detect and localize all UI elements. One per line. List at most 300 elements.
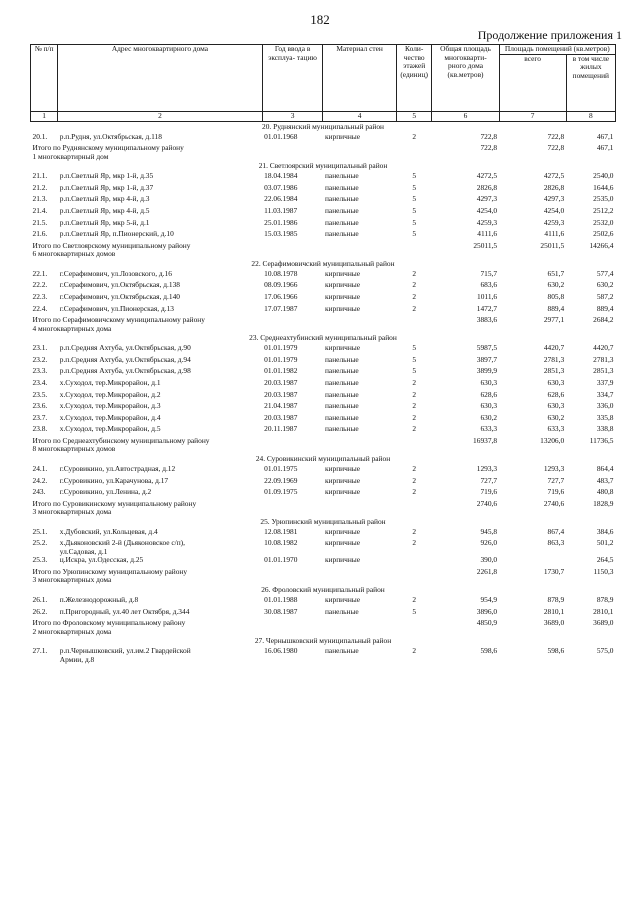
row-number: 23.6. xyxy=(32,401,48,411)
row-walls: кирпичные xyxy=(324,291,361,301)
row-walls: панельные xyxy=(324,182,359,192)
row-area-all: 722,8 xyxy=(547,131,565,141)
row-year: 21.04.1987 xyxy=(264,401,298,411)
total-area-sum: 2261,8 xyxy=(476,566,498,576)
row-floors: 2 xyxy=(412,475,417,485)
row-area-all: 4259,3 xyxy=(543,217,565,227)
total-label-line: 2 многоквартирных дома xyxy=(32,626,112,636)
row-walls: панельные xyxy=(324,424,359,434)
row-walls: панельные xyxy=(324,194,359,204)
col-index: 4 xyxy=(323,111,396,121)
row-number: 22.1. xyxy=(32,268,48,278)
row-area-living: 2781,3 xyxy=(593,354,614,364)
row-walls: панельные xyxy=(324,366,359,376)
row-area-living: 2512,2 xyxy=(593,205,614,215)
row-total-area: 727,7 xyxy=(480,475,498,485)
address-line: х.Суходол, тер.Микрорайон, д.5 xyxy=(59,424,161,434)
table-row xyxy=(31,172,616,184)
row-area-living: 575,0 xyxy=(596,646,614,656)
table-row xyxy=(31,596,616,608)
row-area-living: 878,9 xyxy=(596,594,614,604)
row-area-living: 384,6 xyxy=(596,526,614,536)
address-line: р.п.Светлый Яр, мкр 5-й, д.1 xyxy=(59,217,150,227)
row-year: 03.07.1986 xyxy=(264,182,298,192)
row-floors: 5 xyxy=(412,343,417,353)
district-title: 26. Фроловский муниципальный район xyxy=(261,584,385,594)
row-year: 16.06.1980 xyxy=(264,646,298,656)
row-area-living: 336,0 xyxy=(596,401,614,411)
row-floors: 5 xyxy=(412,182,417,192)
total-area-sum: 722,8 xyxy=(480,143,498,153)
row-number: 27.1. xyxy=(32,646,48,656)
total-label-line: 6 многоквартирных домов xyxy=(32,249,116,259)
total-living-sum: 1150,3 xyxy=(593,566,614,576)
row-number: 22.4. xyxy=(32,303,48,313)
address-line: г.Серафимович, ул.Лозовского, д.16 xyxy=(59,268,172,278)
row-area-all: 4111,6 xyxy=(544,229,565,239)
col-walls-header: Материал стен xyxy=(323,45,396,112)
row-year: 01.01.1968 xyxy=(264,131,298,141)
row-floors: 5 xyxy=(412,171,417,181)
row-number: 21.1. xyxy=(32,171,48,181)
row-total-area: 683,6 xyxy=(480,280,498,290)
row-area-all: 630,2 xyxy=(547,412,565,422)
row-area-living: 587,2 xyxy=(596,291,614,301)
row-area-all: 4272,5 xyxy=(543,171,565,181)
col-premises-header: Площадь помещений (кв.метров) xyxy=(499,45,615,55)
total-label-line: Итого по Суровикинскому муниципальному району xyxy=(32,498,197,508)
row-area-living: 334,7 xyxy=(596,389,614,399)
row-area-living: 338,8 xyxy=(596,424,614,434)
row-floors: 5 xyxy=(412,194,417,204)
total-all-sum: 13206,0 xyxy=(540,435,565,445)
row-number: 21.2. xyxy=(32,182,48,192)
row-number: 243. xyxy=(32,487,46,497)
address-line: р.п.Светлый Яр, мкр 1-й, д.37 xyxy=(59,182,154,192)
address-line: г.Серафимович, ул.Пионерская, д.13 xyxy=(59,303,175,313)
total-area-sum: 25011,5 xyxy=(473,240,498,250)
row-area-living: 2502,6 xyxy=(593,229,614,239)
table-row xyxy=(31,402,616,414)
continuation-caption: Продолжение приложения 1 xyxy=(477,28,622,42)
row-number: 25.3. xyxy=(32,555,48,565)
address-line: х.Дьяконовский 2-й (Дьяконовское с/п), xyxy=(59,538,185,548)
address-line: г.Серафимович, ул.Октябрьская, д.140 xyxy=(59,291,180,301)
row-floors: 2 xyxy=(412,424,417,434)
row-walls: кирпичные xyxy=(324,538,361,548)
total-label-line: 3 многоквартирных дома xyxy=(32,507,112,517)
total-all-sum: 2740,6 xyxy=(543,498,565,508)
row-area-living: 2540,0 xyxy=(593,171,614,181)
total-label xyxy=(31,568,432,585)
row-year: 18.04.1984 xyxy=(264,171,298,181)
row-address xyxy=(58,647,262,664)
row-area-living: 501,2 xyxy=(596,538,614,548)
address-line: р.п.Средняя Ахтуба, ул.Октябрьская, д.90 xyxy=(59,343,191,353)
row-area-living: 483,7 xyxy=(596,475,614,485)
row-year: 01.01.1979 xyxy=(264,343,298,353)
row-address xyxy=(58,379,262,391)
district-title: 25. Урюпинский муниципальный район xyxy=(260,516,386,526)
table-row xyxy=(31,539,616,556)
total-area-sum: 2740,6 xyxy=(476,498,498,508)
row-floors: 2 xyxy=(412,268,417,278)
row-area-living: 577,4 xyxy=(596,268,614,278)
total-label-line: 8 многоквартирных домов xyxy=(32,444,116,454)
total-label xyxy=(31,500,432,517)
row-walls: панельные xyxy=(324,171,359,181)
row-walls: панельные xyxy=(324,205,359,215)
row-walls: кирпичные xyxy=(324,555,361,565)
col-total-area-header: Общая площадь многокварти- рного дома (кв.метров) xyxy=(432,45,499,112)
row-number: 23.4. xyxy=(32,377,48,387)
row-total-area: 4272,5 xyxy=(476,171,498,181)
row-number: 21.3. xyxy=(32,194,48,204)
row-total-area: 926,0 xyxy=(480,538,498,548)
address-line: р.п.Светлый Яр, п.Пионерский, д.10 xyxy=(59,229,174,239)
row-year: 01.09.1975 xyxy=(264,487,298,497)
row-number: 25.2. xyxy=(32,538,48,548)
row-walls: кирпичные xyxy=(324,487,361,497)
address-line: р.п.Средняя Ахтуба, ул.Октябрьская, д.94 xyxy=(59,354,191,364)
row-address xyxy=(58,539,262,556)
row-year: 20.03.1987 xyxy=(264,412,298,422)
district-title: 24. Суровикинский муниципальный район xyxy=(255,453,391,463)
row-number: 24.2. xyxy=(32,475,48,485)
row-year: 12.08.1981 xyxy=(264,526,298,536)
total-living-sum: 3689,0 xyxy=(593,618,614,628)
district-title: 22. Серафимовичский муниципальный район xyxy=(251,258,395,268)
row-number: 23.5. xyxy=(32,389,48,399)
table-row xyxy=(31,488,616,500)
row-total-area: 598,6 xyxy=(480,646,498,656)
row-floors: 2 xyxy=(412,463,417,473)
row-area-living: 2535,0 xyxy=(593,194,614,204)
row-walls: панельные xyxy=(324,229,359,239)
row-walls: кирпичные xyxy=(324,475,361,485)
row-floors: 5 xyxy=(412,606,417,616)
row-area-living: 264,5 xyxy=(596,555,614,565)
row-number: 20.1. xyxy=(32,131,48,141)
address-line: х.Суходол, тер.Микрорайон, д.4 xyxy=(59,412,161,422)
col-index: 3 xyxy=(262,111,323,121)
row-address xyxy=(58,465,262,477)
total-label-line: Итого по Серафимовичскому муниципальному району xyxy=(32,315,205,325)
district-title: 20. Руднянский муниципальный район xyxy=(262,121,384,131)
row-walls: кирпичные xyxy=(324,131,361,141)
total-all-sum: 3689,0 xyxy=(543,618,565,628)
col-index: 5 xyxy=(396,111,432,121)
address-line: х.Суходол, тер.Микрорайон, д.2 xyxy=(59,389,161,399)
table-row xyxy=(31,379,616,391)
total-living-sum: 467,1 xyxy=(596,143,614,153)
total-label-line: 4 многоквартирных дома xyxy=(32,323,112,333)
row-address xyxy=(58,488,262,500)
row-floors: 5 xyxy=(412,229,417,239)
row-number: 21.5. xyxy=(32,217,48,227)
row-total-area: 628,6 xyxy=(480,389,498,399)
row-walls: кирпичные xyxy=(324,594,361,604)
row-year: 17.07.1987 xyxy=(264,303,298,313)
row-total-area: 1293,3 xyxy=(476,463,498,473)
row-floors: 2 xyxy=(412,377,417,387)
row-area-living: 630,2 xyxy=(596,280,614,290)
row-floors: 2 xyxy=(412,538,417,548)
row-walls: кирпичные xyxy=(324,463,361,473)
total-label xyxy=(31,144,432,161)
table-row xyxy=(31,344,616,356)
row-area-all: 2781,3 xyxy=(543,354,565,364)
row-floors: 2 xyxy=(412,646,417,656)
row-floors: 2 xyxy=(412,389,417,399)
col-index: 1 xyxy=(31,111,58,121)
total-living-sum: 11736,5 xyxy=(589,435,614,445)
row-total-area: 630,2 xyxy=(480,412,498,422)
total-label xyxy=(31,316,432,333)
total-all-sum: 722,8 xyxy=(547,143,565,153)
district-total-row xyxy=(31,144,616,161)
row-floors: 2 xyxy=(412,303,417,313)
row-area-all: 598,6 xyxy=(547,646,565,656)
row-floors: 2 xyxy=(412,291,417,301)
row-area-living: 2810,1 xyxy=(593,606,614,616)
row-floors: 5 xyxy=(412,217,417,227)
row-area-living: 2532,0 xyxy=(593,217,614,227)
table-row xyxy=(31,647,616,664)
row-total-area: 4297,3 xyxy=(476,194,498,204)
total-label-line: 1 многоквартирный дом xyxy=(32,151,109,161)
col-all-header: всего xyxy=(499,54,566,111)
row-number: 23.8. xyxy=(32,424,48,434)
row-year: 15.03.1985 xyxy=(264,229,298,239)
row-year: 20.11.1987 xyxy=(264,424,298,434)
row-area-all: 863,3 xyxy=(547,538,565,548)
row-area-all: 630,2 xyxy=(547,280,565,290)
address-line: р.п.Светлый Яр, мкр 4-й, д.5 xyxy=(59,205,150,215)
row-year: 20.03.1987 xyxy=(264,389,298,399)
district-total-row xyxy=(31,316,616,333)
row-total-area: 4259,3 xyxy=(476,217,498,227)
row-address xyxy=(58,172,262,184)
table-row xyxy=(31,207,616,219)
row-total-area: 633,3 xyxy=(480,424,498,434)
row-year: 08.09.1966 xyxy=(264,280,298,290)
row-year: 11.03.1987 xyxy=(264,205,298,215)
address-line: х.Суходол, тер.Микрорайон, д.3 xyxy=(59,401,161,411)
row-area-living: 480,8 xyxy=(596,487,614,497)
row-number: 21.6. xyxy=(32,229,48,239)
row-address xyxy=(58,344,262,356)
row-area-all: 2851,3 xyxy=(543,366,565,376)
total-label xyxy=(31,437,432,454)
row-walls: кирпичные xyxy=(324,268,361,278)
row-floors xyxy=(396,556,432,568)
row-total-area: 1011,6 xyxy=(477,291,498,301)
district-total-row xyxy=(31,568,616,585)
row-area-all: 1293,3 xyxy=(543,463,565,473)
row-walls: кирпичные xyxy=(324,303,361,313)
row-number: 23.3. xyxy=(32,366,48,376)
row-year: 22.06.1984 xyxy=(264,194,298,204)
row-address xyxy=(58,402,262,414)
row-total-area: 3897,7 xyxy=(476,354,498,364)
row-year: 22.09.1969 xyxy=(264,475,298,485)
address-line: р.п.Средняя Ахтуба, ул.Октябрьская, д.98 xyxy=(59,366,191,376)
row-total-area: 4254,0 xyxy=(476,205,498,215)
total-label-line: Итого по Фроловскому муниципальному району xyxy=(32,618,186,628)
col-index: 6 xyxy=(432,111,499,121)
district-total-row xyxy=(31,437,616,454)
address-line: г.Суровикино, ул.Автострадная, д.12 xyxy=(59,463,176,473)
district-title: 21. Светлоярский муниципальный район xyxy=(258,161,388,171)
address-line: Армии, д.8 xyxy=(59,654,95,664)
total-area-sum: 16937,8 xyxy=(473,435,498,445)
row-area-living: 337,9 xyxy=(596,377,614,387)
row-floors: 2 xyxy=(412,487,417,497)
address-line: п.Железнодорожный, д.8 xyxy=(59,594,139,604)
col-living-header: в том числе жилых помещений xyxy=(566,54,615,111)
row-number: 22.3. xyxy=(32,291,48,301)
col-index: 7 xyxy=(499,111,566,121)
row-walls: панельные xyxy=(324,389,359,399)
row-number: 23.2. xyxy=(32,354,48,364)
row-total-area: 945,8 xyxy=(480,526,498,536)
row-area-all: 4254,0 xyxy=(543,205,565,215)
row-floors: 2 xyxy=(412,131,417,141)
row-year: 01.01.1988 xyxy=(264,594,298,604)
total-label-line: Итого по Урюпинскому муниципальному району xyxy=(32,566,188,576)
district-title: 27. Чернышковский муниципальный район xyxy=(254,636,392,646)
row-total-area: 5987,5 xyxy=(476,343,498,353)
row-floors: 2 xyxy=(412,526,417,536)
row-area-living: 467,1 xyxy=(596,131,614,141)
table-header xyxy=(31,45,616,122)
row-area-all: 651,7 xyxy=(547,268,565,278)
page-number: 182 xyxy=(310,12,330,27)
row-year: 10.08.1982 xyxy=(264,538,298,548)
col-index: 8 xyxy=(566,111,615,121)
address-line: р.п.Светлый Яр, мкр 4-й, д.3 xyxy=(59,194,150,204)
table-row xyxy=(31,465,616,477)
row-floors: 2 xyxy=(412,280,417,290)
col-address-header: Адрес многоквартирного дома xyxy=(58,45,262,112)
total-label xyxy=(31,242,432,259)
address-line: р.п.Чернышковский, ул.им.2 Гвардейской xyxy=(59,646,191,656)
total-all-sum: 1730,7 xyxy=(543,566,565,576)
row-total-area: 954,9 xyxy=(480,594,498,604)
address-line: г.Суровикино, ул.Ленина, д.2 xyxy=(59,487,152,497)
row-area-all: 630,3 xyxy=(547,401,565,411)
row-number: 26.2. xyxy=(32,606,48,616)
row-area-all: 4420,7 xyxy=(543,343,565,353)
housing-table xyxy=(30,44,616,664)
row-number: 25.1. xyxy=(32,526,48,536)
row-number: 23.1. xyxy=(32,343,48,353)
table-row xyxy=(31,293,616,305)
district-total-row xyxy=(31,500,616,517)
address-line: х.Суходол, тер.Микрорайон, д.1 xyxy=(59,377,161,387)
total-label-line: Итого по Руднянскому муниципальному району xyxy=(32,143,184,153)
row-number: 23.7. xyxy=(32,412,48,422)
row-address xyxy=(58,230,262,242)
total-living-sum: 1828,9 xyxy=(593,498,614,508)
row-total-area: 715,7 xyxy=(480,268,498,278)
total-area-sum: 3883,6 xyxy=(476,315,498,325)
row-walls: панельные xyxy=(324,646,359,656)
total-all-sum: 2977,1 xyxy=(543,315,565,325)
row-number: 24.1. xyxy=(32,463,48,473)
row-area-all: 867,4 xyxy=(547,526,565,536)
total-label-line: Итого по Светлоярскому муниципальному району xyxy=(32,240,191,250)
col-num-header: № п/п xyxy=(31,45,58,112)
row-floors: 5 xyxy=(412,366,417,376)
row-year: 25.01.1986 xyxy=(264,217,298,227)
row-area-all: 805,8 xyxy=(547,291,565,301)
row-area-living: 335,8 xyxy=(596,412,614,422)
row-area-all: 2810,1 xyxy=(543,606,565,616)
col-year-header: Год ввода в эксплуа- тацию xyxy=(262,45,323,112)
district-heading-row xyxy=(31,121,616,133)
row-area-all: 630,3 xyxy=(547,377,565,387)
row-area-living: 1644,6 xyxy=(593,182,614,192)
row-walls: панельные xyxy=(324,606,359,616)
total-living-sum: 14266,4 xyxy=(589,240,614,250)
row-number: 21.4. xyxy=(32,205,48,215)
row-area-all: 633,3 xyxy=(547,424,565,434)
address-line: р.п.Светлый Яр, мкр 1-й, д.35 xyxy=(59,171,154,181)
row-total-area: 722,8 xyxy=(480,131,498,141)
district-title: 23. Среднеахтубинский муниципальный район xyxy=(249,333,397,343)
col-index: 2 xyxy=(58,111,262,121)
row-walls: кирпичные xyxy=(324,526,361,536)
row-total-area: 4111,6 xyxy=(477,229,498,239)
row-total-area: 719,6 xyxy=(480,487,498,497)
row-area-living: 4420,7 xyxy=(593,343,614,353)
row-year: 01.01.1982 xyxy=(264,366,298,376)
row-area-all: 4297,3 xyxy=(543,194,565,204)
row-year: 20.03.1987 xyxy=(264,377,298,387)
row-total-area: 630,3 xyxy=(480,377,498,387)
row-year: 17.06.1966 xyxy=(264,291,298,301)
row-number: 26.1. xyxy=(32,594,48,604)
total-all-sum: 25011,5 xyxy=(540,240,565,250)
row-total-area: 3896,0 xyxy=(476,606,498,616)
row-walls: панельные xyxy=(324,217,359,227)
row-floors: 2 xyxy=(412,594,417,604)
row-total-area: 630,3 xyxy=(480,401,498,411)
row-year: 01.01.1979 xyxy=(264,354,298,364)
row-address xyxy=(58,207,262,219)
row-area-living: 889,4 xyxy=(596,303,614,313)
table-row xyxy=(31,230,616,242)
row-walls: панельные xyxy=(324,354,359,364)
total-living-sum: 2684,2 xyxy=(593,315,614,325)
address-line: ц.Искра, ул.Одесская, д.25 xyxy=(59,555,144,565)
row-address xyxy=(58,596,262,608)
row-walls: кирпичные xyxy=(324,343,361,353)
address-line: г.Серафимович, ул.Октябрьская, д.138 xyxy=(59,280,180,290)
table-body xyxy=(31,121,616,664)
row-year: 01.01.1970 xyxy=(264,555,298,565)
total-area-sum: 4850,9 xyxy=(476,618,498,628)
row-floors: 2 xyxy=(412,401,417,411)
row-floors: 5 xyxy=(412,354,417,364)
address-line: р.п.Рудня, ул.Октябрьская, д.118 xyxy=(59,131,162,141)
row-area-all: 719,6 xyxy=(547,487,565,497)
row-area-all: 878,9 xyxy=(547,594,565,604)
address-line: п.Пригородный, ул.40 лет Октября, д.344 xyxy=(59,606,190,616)
row-walls: панельные xyxy=(324,412,359,422)
